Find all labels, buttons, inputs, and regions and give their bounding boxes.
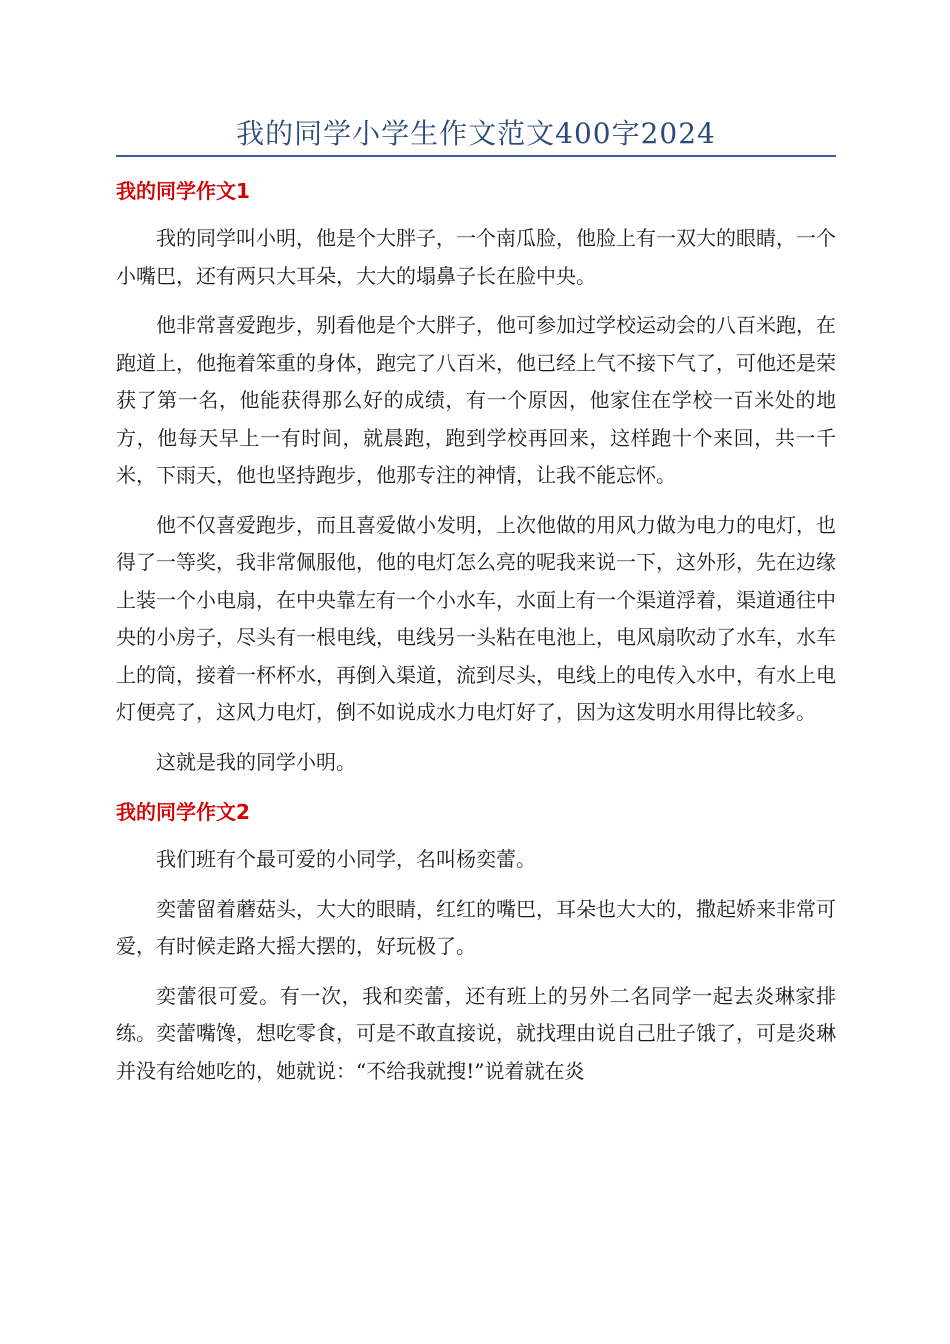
section-heading-2: 我的同学作文2 [116, 800, 250, 824]
title-underline [116, 155, 836, 157]
paragraph-2-2: 奕蕾留着蘑菇头，大大的眼睛，红红的嘴巴，耳朵也大大的，撒起娇来非常可爱，有时候走路大摇大摆的，好玩极了。 [116, 896, 836, 958]
document-page [116, 0, 836, 1344]
paragraph-1-2: 他非常喜爱跑步，别看他是个大胖子，他可参加过学校运动会的八百米跑，在跑道上，他拖着笨重的身体，跑完了八百米，他已经上气不接下气了，可他还是荣获了第一名，他能获得那么好的成绩，有一个原因，他家住在学校一百米处的地方，他每天早上一有时间，就晨跑，跑到学校再回来，这样跑十个来回，共一千米，下雨天，他也坚持跑步，他那专注的神情，让我不能忘怀。 [116, 313, 836, 487]
paragraph-2-1: 我们班有个最可爱的小同学，名叫杨奕蕾。 [156, 847, 536, 871]
essay-section-2 [116, 793, 836, 1090]
document-title: 我的同学小学生作文范文400字2024 [236, 117, 716, 150]
paragraph-1-4: 这就是我的同学小明。 [156, 749, 356, 774]
paragraph-1-3: 他不仅喜爱跑步，而且喜爱做小发明，上次他做的用风力做为电力的电灯，也得了一等奖，我非常佩服他，他的电灯怎么亮的呢我来说一下，这外形，先在边缘上装一个小电扇，在中央靠左有一个小水车，水面上有一个渠道浮着，渠道通往中央的小房子，尽头有一根电线，电线另一头粘在电池上，电风扇吹动了水车，水车上的筒，接着一杯杯水，再倒入渠道，流到尽头，电线上的电传入水中，有水上电灯便亮了，这风力电灯，倒不如说成水力电灯好了，因为这发明水用得比较多。 [116, 512, 836, 724]
paragraph-1-1: 我的同学叫小明，他是个大胖子，一个南瓜脸，他脸上有一双大的眼睛，一个小嘴巴，还有两只大耳朵，大大的塌鼻子长在脸中央。 [116, 226, 836, 288]
document-body [116, 172, 836, 1102]
essay-section-1 [116, 172, 836, 781]
section-heading-1: 我的同学作文1 [116, 179, 250, 203]
paragraph-2-3: 奕蕾很可爱。有一次，我和奕蕾，还有班上的另外二名同学一起去炎琳家排练。奕蕾嘴馋，想吃零食，可是不敢直接说，就找理由说自己肚子饿了，可是炎琳并没有给她吃的，她就说：“不给我就搜!”说着就在炎 [116, 983, 836, 1083]
